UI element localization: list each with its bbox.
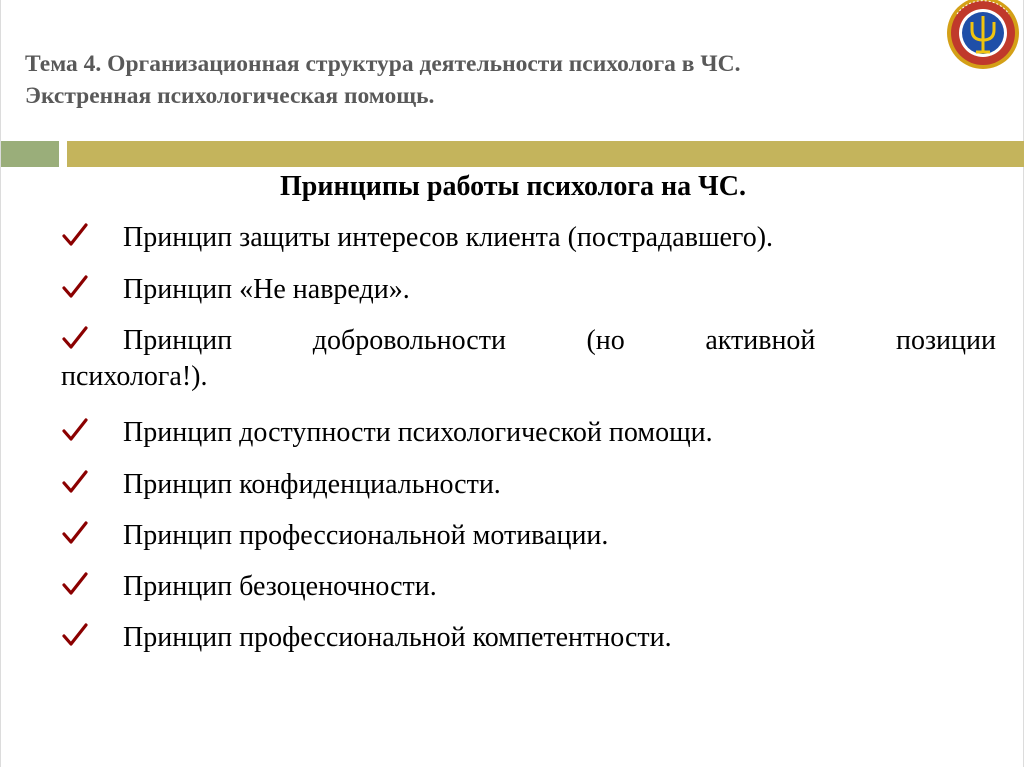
slide-title-line-1: Тема 4. Организационная структура деятельности психолога в ЧС. bbox=[25, 51, 741, 77]
list-item-text: Принцип безоценочности. bbox=[123, 571, 437, 602]
justified-line bbox=[123, 323, 996, 359]
check-icon bbox=[61, 417, 89, 443]
check-icon bbox=[61, 520, 89, 546]
check-icon bbox=[61, 571, 89, 597]
check-icon bbox=[61, 325, 89, 351]
check-icon bbox=[61, 274, 89, 300]
list-item-text: Принцип «Не навреди». bbox=[123, 274, 410, 305]
list-item-text bbox=[123, 323, 996, 359]
check-icon bbox=[61, 222, 89, 248]
list-item-text: Принцип профессиональной компетентности. bbox=[123, 622, 672, 653]
list-item-text: Принцип конфиденциальности. bbox=[123, 469, 501, 500]
check-icon bbox=[61, 622, 89, 648]
list-item-continuation: психолога!). bbox=[61, 361, 208, 392]
psychology-emblem-icon bbox=[945, 0, 1021, 76]
accent-bar-right bbox=[67, 141, 1024, 167]
accent-bar-left bbox=[1, 141, 59, 167]
word: активной bbox=[705, 325, 816, 356]
content-heading: Принципы работы психолога на ЧС. bbox=[280, 171, 746, 202]
slide-title-line-2: Экстренная психологическая помощь. bbox=[25, 83, 435, 109]
slide-header bbox=[1, 0, 1024, 140]
list-item-text: Принцип защиты интересов клиента (пострадавшего). bbox=[123, 222, 774, 253]
word: (но bbox=[586, 325, 625, 356]
word: Принцип bbox=[123, 325, 233, 356]
slide-title bbox=[25, 48, 985, 112]
check-icon bbox=[61, 469, 89, 495]
word: позиции bbox=[895, 325, 996, 356]
list-item-text: Принцип профессиональной мотивации. bbox=[123, 520, 609, 551]
word: добровольности bbox=[312, 325, 506, 356]
list-item-text: Принцип доступности психологической помощи. bbox=[123, 417, 713, 448]
